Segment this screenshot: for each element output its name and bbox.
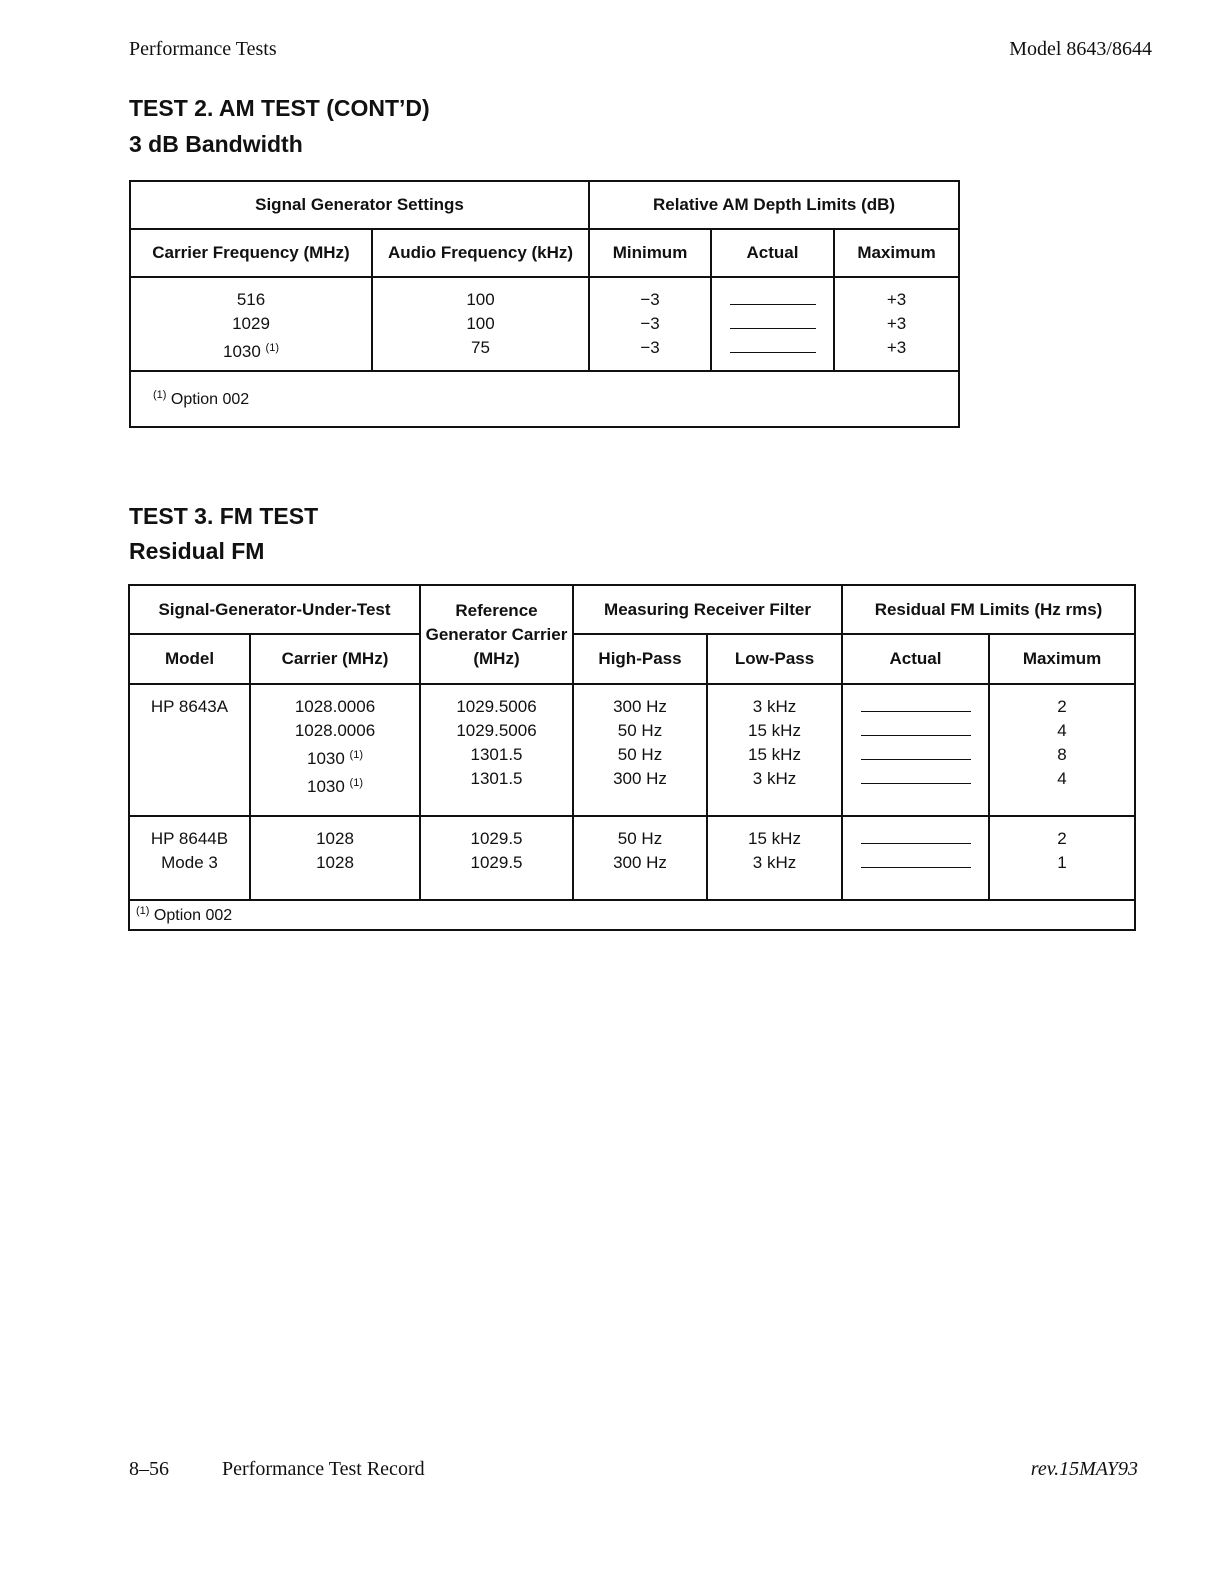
model-cell-stack [130,817,249,875]
actual-entry-line [843,767,988,791]
maximum-cell-stack [990,685,1134,791]
test2-subtitle: 3 dB Bandwidth [129,131,303,157]
maximum-cell [989,684,1135,816]
carrier-cell-stack [251,685,419,799]
col-header-maximum: Maximum [834,229,959,277]
maximum-value: 2 [1057,697,1067,716]
reference-cell [420,816,573,900]
group-header-limits: Relative AM Depth Limits (dB) [589,181,959,229]
col-header-model: Model [129,634,250,684]
high-pass-value: 300 Hz [613,697,667,716]
low-pass-cell-stack [708,817,841,875]
actual-cell-stack [843,817,988,875]
actual-entry-line [712,288,833,312]
col-header-maximum: Maximum [989,634,1135,684]
low-pass-value: 3 kHz [752,769,797,788]
audio-frequency-values [373,278,588,360]
reference-value: 1029.5006 [456,697,537,716]
high-pass-cell [573,816,707,900]
model-cell [129,816,250,900]
carrier-value: 1028.0006 [294,697,376,716]
high-pass-value: 300 Hz [613,769,667,788]
group-header-settings: Signal Generator Settings [130,181,589,229]
reference-value: 1301.5 [470,769,523,788]
actual-entry-line [843,827,988,851]
high-pass-value: 50 Hz [617,721,663,740]
maximum-value: +3 [886,290,907,309]
footnote-marker: (1) [349,777,363,789]
maximum-value: +3 [886,314,907,333]
col-header-carrier: Carrier (MHz) [250,634,420,684]
low-pass-value: 15 kHz [748,829,801,848]
maximum-cell [989,816,1135,900]
audio-frequency-value: 100 [466,314,495,333]
actual-blank [730,336,816,353]
running-header-right: Model 8643/8644 [1009,38,1152,60]
model-value: Mode 3 [161,853,218,872]
table-row-group [129,684,1135,816]
low-pass-value: 3 kHz [752,853,797,872]
actual-blank [861,695,971,712]
group-header-signal-generator-under-test: Signal-Generator-Under-Test [129,585,420,634]
footnote-marker: (1) [136,905,150,917]
footnote-marker: (1) [153,389,167,401]
test3-footnote [129,900,1135,930]
reference-value: 1029.5 [470,853,523,872]
actual-entry-line [843,695,988,719]
carrier-frequency-values [131,278,371,364]
actual-cell [842,684,989,816]
test2-footnote [130,371,959,427]
minimum-value: −3 [640,290,660,309]
revision-date: rev.15MAY93 [1030,1458,1138,1480]
actual-entry-line [843,851,988,875]
carrier-cell [250,684,420,816]
col-header-audio-frequency: Audio Frequency (kHz) [372,229,589,277]
test3-title: TEST 3. FM TEST [129,503,319,529]
col-header-actual: Actual [711,229,834,277]
test2-title: TEST 2. AM TEST (CONT’D) [129,95,430,121]
carrier-frequency-value: 1029 [232,314,270,333]
audio-frequency-value: 75 [471,338,490,357]
col-header-high-pass: High-Pass [573,634,707,684]
carrier-value: 1028 [316,853,354,872]
footnote-text: Option 002 [153,907,233,924]
high-pass-cell-stack [574,685,706,791]
am-bandwidth-table [129,180,960,428]
low-pass-value: 15 kHz [748,721,801,740]
footer-title: Performance Test Record [222,1458,425,1480]
actual-blank [861,767,971,784]
actual-blank [730,288,816,305]
group-header-residual-fm-limits: Residual FM Limits (Hz rms) [842,585,1135,634]
page-number: 8–56 [129,1458,169,1480]
carrier-cell-stack [251,817,419,875]
reference-cell-stack [421,817,572,875]
maximum-value: +3 [886,338,907,357]
test3-subtitle: Residual FM [129,538,265,564]
col-header-actual: Actual [842,634,989,684]
high-pass-cell [573,684,707,816]
group-header-measuring-receiver-filter: Measuring Receiver Filter [573,585,842,634]
actual-entry-line [843,743,988,767]
carrier-cell [250,816,420,900]
residual-fm-table [128,584,1136,931]
footnote-marker: (1) [349,749,363,761]
high-pass-value: 50 Hz [617,829,663,848]
maximum-value: 2 [1057,829,1067,848]
maximum-values [835,278,958,360]
col-header-carrier-frequency: Carrier Frequency (MHz) [130,229,372,277]
low-pass-cell [707,816,842,900]
carrier-value: 1030 $^{(1)}$ [306,749,363,768]
carrier-value: 1030 $^{(1)}$ [306,777,363,796]
minimum-value: −3 [640,314,660,333]
col-header-reference-generator-carrier: Reference Generator Carrier (MHz) [420,585,573,684]
maximum-value: 1 [1057,853,1067,872]
footnote-marker: (1) [265,342,279,354]
carrier-frequency-value: 516 [236,290,266,309]
audio-frequency-value: 100 [466,290,495,309]
reference-value: 1301.5 [470,745,523,764]
low-pass-cell [707,684,842,816]
actual-entry-blanks [712,278,833,360]
high-pass-value: 300 Hz [613,853,667,872]
high-pass-cell-stack [574,817,706,875]
model-value: HP 8643A [150,697,229,716]
reference-cell-stack [421,685,572,791]
carrier-value: 1028 [316,829,354,848]
actual-entry-line [712,312,833,336]
minimum-value: −3 [640,338,660,357]
low-pass-value: 3 kHz [752,697,797,716]
high-pass-value: 50 Hz [617,745,663,764]
col-header-low-pass: Low-Pass [707,634,842,684]
minimum-values [590,278,710,360]
carrier-frequency-value: 1030 $^{(1)}$ [222,342,279,361]
actual-blank [861,851,971,868]
model-cell [129,684,250,816]
actual-blank [861,827,971,844]
running-header-left: Performance Tests [129,38,277,60]
maximum-value: 4 [1057,769,1067,788]
model-value: HP 8644B [150,829,229,848]
reference-cell [420,684,573,816]
low-pass-value: 15 kHz [748,745,801,764]
reference-value: 1029.5 [470,829,523,848]
actual-blank [861,719,971,736]
actual-blank [861,743,971,760]
maximum-value: 4 [1057,721,1067,740]
maximum-cell-stack [990,817,1134,875]
maximum-value: 8 [1057,745,1067,764]
footnote-text: Option 002 [170,391,250,408]
actual-entry-line [843,719,988,743]
actual-entry-line [712,336,833,360]
reference-value: 1029.5006 [456,721,537,740]
carrier-value: 1028.0006 [294,721,376,740]
actual-blank [730,312,816,329]
col-header-minimum: Minimum [589,229,711,277]
actual-cell-stack [843,685,988,791]
actual-cell [842,816,989,900]
low-pass-cell-stack [708,685,841,791]
table-row-group [129,816,1135,900]
model-cell-stack [130,685,249,719]
